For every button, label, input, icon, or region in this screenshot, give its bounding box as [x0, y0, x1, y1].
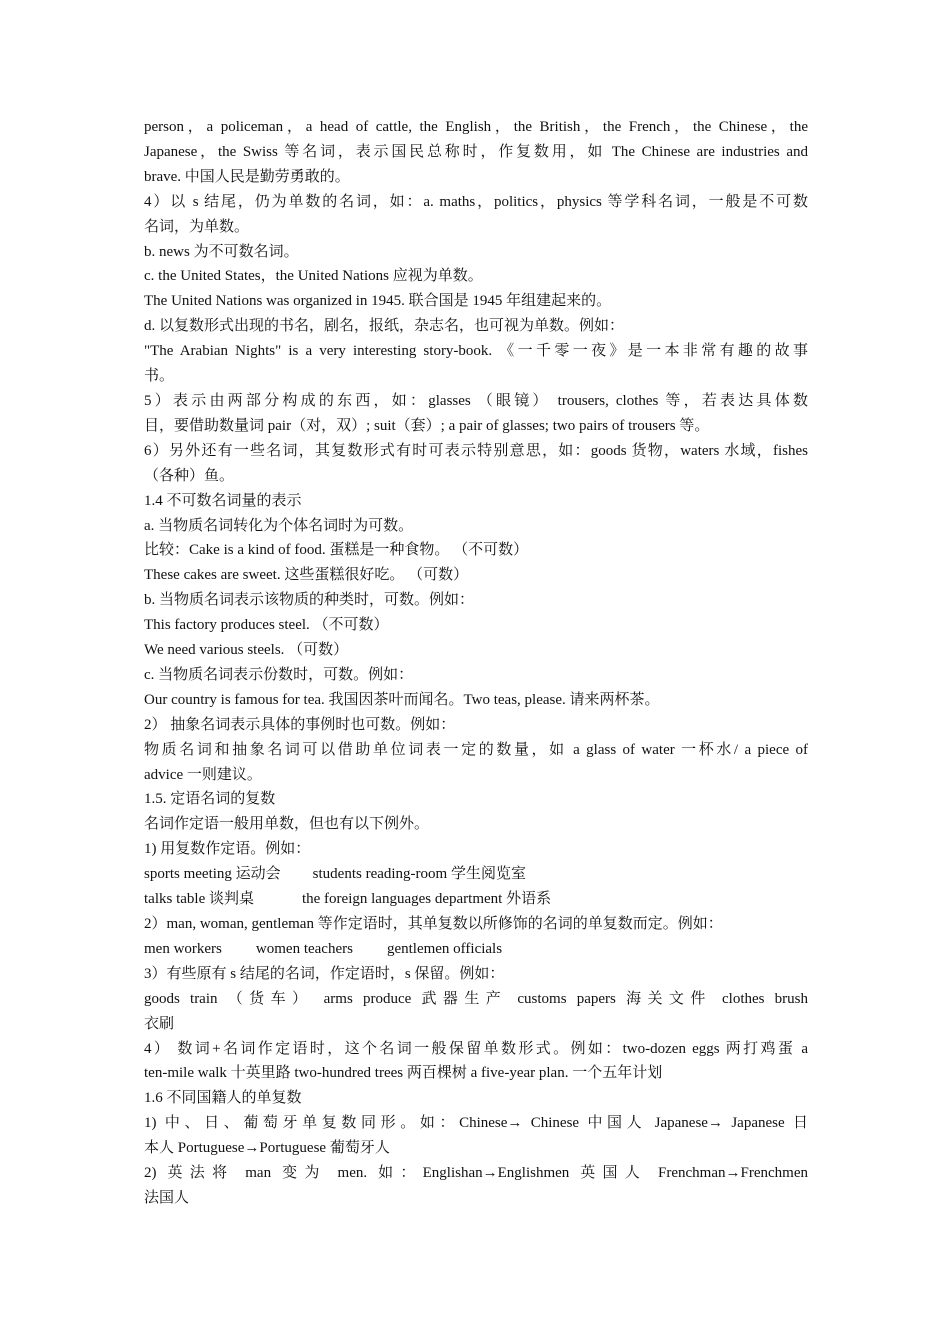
text-line: "The Arabian Nights" is a very interesting story-book. 《一千零一夜》是一本非常有趣的故事	[144, 343, 808, 360]
text-line: 本人 Portuguese→Portuguese 葡萄牙人	[144, 1140, 390, 1157]
text-line: 法国人	[144, 1189, 190, 1206]
example-line	[144, 887, 808, 912]
text-line: person，a policeman，a head of cattle, the English，the British，the French，the Chinese，the	[144, 119, 808, 135]
text-line: 4） 数词+名词作定语时，这个名词一般保留单数形式。例如：two-dozen eggs 两打鸡蛋 a	[144, 1040, 808, 1057]
text-line: 比较：Cake is a kind of food. 蛋糕是一种食物。 （不可数）	[144, 542, 529, 559]
example-item: sports meeting 运动会	[144, 866, 281, 883]
text-line: goods train （货车） arms produce 武器生产 customs papers 海关文件 clothes brush	[144, 990, 808, 1007]
text-line: 目，要借助数量词 pair（对，双）; suit（套）; a pair of glasses; two pairs of trousers 等。	[144, 417, 710, 434]
text-line: Our country is famous for tea. 我国因茶叶而闻名。Two teas, please. 请来两杯茶。	[144, 691, 660, 708]
example-item: women teachers	[255, 940, 353, 957]
text-line: （各种）鱼。	[144, 467, 235, 484]
text-line: 4）以 s 结尾，仍为单数的名词，如：a. maths，politics，physics 等学科名词，一般是不可数	[144, 193, 808, 210]
text-line: 2） 抽象名词表示具体的事例时也可数。例如：	[144, 716, 456, 733]
example-line	[144, 862, 808, 887]
text-line: ten-mile walk 十英里路 two-hundred trees 两百棵树 a five-year plan. 一个五年计划	[144, 1065, 663, 1082]
text-line: a. 当物质名词转化为个体名词时为可数。	[144, 517, 414, 534]
text-line: This factory produces steel. （不可数）	[144, 617, 389, 634]
text-line: 名词作定语一般用单数，但也有以下例外。	[144, 816, 430, 833]
section-heading: 1.6 不同国籍人的单复数	[144, 1090, 302, 1107]
text-line: 5）表示由两部分构成的东西，如：glasses （眼镜） trousers, clothes 等，若表达具体数	[144, 392, 808, 409]
text-line: 衣刷	[144, 1015, 175, 1032]
section-heading: 1.4 不可数名词量的表示	[144, 492, 302, 509]
text-line: 1) 用复数作定语。例如：	[144, 841, 311, 858]
text-line: 2）man, woman, gentleman 等作定语时，其单复数以所修饰的名词的单复数而定。例如：	[144, 916, 723, 932]
text-line: These cakes are sweet. 这些蛋糕很好吃。 （可数）	[144, 567, 469, 584]
text-line: brave. 中国人民是勤劳勇敢的。	[144, 168, 350, 185]
example-line	[144, 937, 808, 962]
text-line: b. news 为不可数名词。	[144, 243, 299, 260]
example-item: gentlemen officials	[386, 940, 503, 957]
example-item: students reading-room 学生阅览室	[312, 866, 526, 883]
text-line: 6）另外还有一些名词，其复数形式有时可表示特别意思，如：goods 货物，waters 水域，fishes	[144, 442, 808, 459]
text-line: 物质名词和抽象名词可以借助单位词表一定的数量，如 a glass of water 一杯水/ a piece of	[144, 741, 808, 758]
example-item: the foreign languages department 外语系	[301, 891, 552, 908]
text-line: d. 以复数形式出现的书名，剧名，报纸，杂志名，也可视为单数。例如：	[144, 318, 625, 335]
section-heading: 1.5. 定语名词的复数	[144, 791, 276, 808]
text-line: c. the United States，the United Nations 应视为单数。	[144, 268, 483, 285]
text-line: b. 当物质名词表示该物质的种类时，可数。例如：	[144, 592, 475, 609]
text-line: c. 当物质名词表示份数时，可数。例如：	[144, 666, 414, 683]
document-page	[144, 115, 808, 1211]
text-line: 1) 中、日、葡萄牙单复数同形。如：Chinese→ Chinese 中国人 Japanese→ Japanese 日	[144, 1115, 808, 1132]
text-line: 3）有些原有 s 结尾的名词，作定语时，s 保留。例如：	[144, 965, 505, 982]
example-item: men workers	[144, 940, 222, 957]
example-item: talks table 谈判桌	[144, 891, 254, 908]
text-line: The United Nations was organized in 1945. 联合国是 1945 年组建起来的。	[144, 293, 612, 310]
text-line: 名词，为单数。	[144, 218, 250, 235]
text-line: 书。	[144, 368, 175, 385]
text-line: advice 一则建议。	[144, 766, 262, 783]
text-line: We need various steels. （可数）	[144, 642, 349, 659]
text-line: Japanese，the Swiss 等名词，表示国民总称时，作复数用，如 The Chinese are industries and	[144, 143, 808, 160]
text-line: 2) 英法将 man 变为 men. 如：Englishan→Englishmen 英国人 Frenchman→Frenchmen	[144, 1165, 808, 1182]
